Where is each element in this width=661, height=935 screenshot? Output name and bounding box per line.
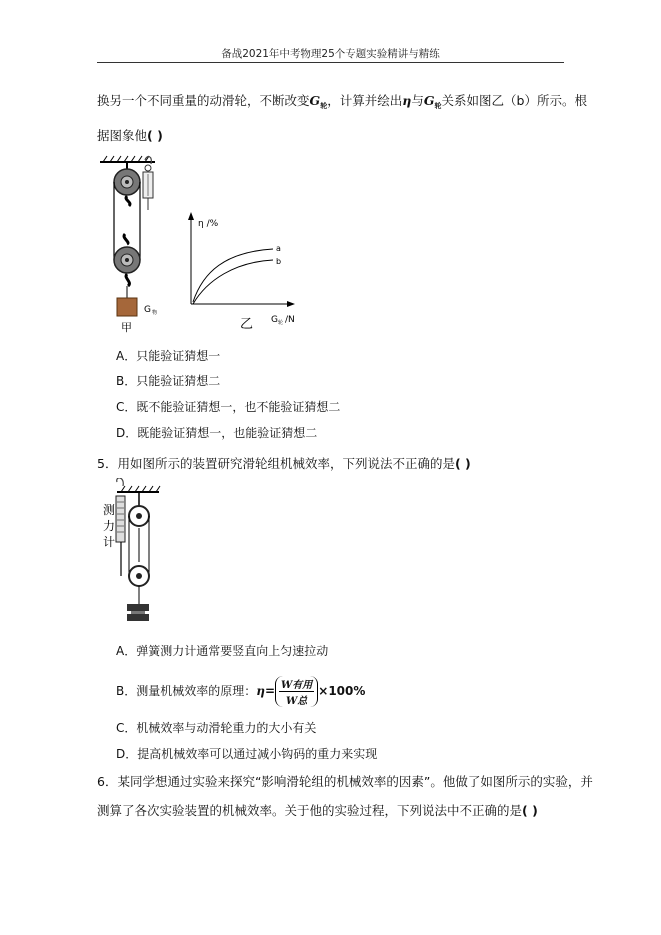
weight-label: G bbox=[144, 305, 151, 315]
intro-text-a: 换另一个不同重量的动滑轮，不断改变 bbox=[97, 93, 310, 108]
x-axis-unit: /N bbox=[285, 315, 295, 325]
fig2-label-2: 力 bbox=[103, 519, 116, 533]
page-header: 备战2021年中考物理25个专题实验精讲与精练 bbox=[221, 48, 440, 60]
q5-stem bbox=[97, 454, 471, 472]
x-axis-subscript: 轮 bbox=[278, 320, 284, 326]
intro-text-line2: 据图象他 bbox=[97, 128, 148, 143]
weight-subscript: 物 bbox=[152, 310, 158, 316]
y-axis-label: η /% bbox=[198, 219, 219, 229]
formula-suffix: ×100% bbox=[318, 684, 366, 698]
fig2-label-1: 测 bbox=[103, 503, 116, 517]
pulley-apparatus-q5 bbox=[103, 478, 160, 621]
q4-option-a: A．只能验证猜想一 bbox=[116, 349, 221, 363]
formula-equals: = bbox=[264, 684, 276, 698]
formula-eta: η bbox=[256, 684, 265, 698]
intro-text-d: 关系如图乙（b）所示。根 bbox=[441, 93, 587, 108]
formula-numerator: W有用 bbox=[279, 676, 314, 692]
graph-yi bbox=[188, 212, 295, 332]
fig2-label-3: 计 bbox=[103, 535, 116, 549]
answer-bracket: ( ) bbox=[147, 128, 163, 143]
intro-line-1 bbox=[97, 91, 587, 111]
q4-option-d: D．既能验证猜想一，也能验证猜想二 bbox=[116, 426, 318, 440]
g-symbol: G bbox=[309, 93, 321, 108]
q4-option-b: B．只能验证猜想二 bbox=[116, 374, 221, 388]
figure-1 bbox=[95, 152, 335, 337]
g-subscript: 轮 bbox=[320, 102, 328, 110]
intro-text-c: 与 bbox=[411, 93, 424, 108]
q5-option-b bbox=[116, 676, 365, 707]
g-symbol-2: G bbox=[423, 93, 435, 108]
curve-b-label: b bbox=[276, 257, 282, 266]
curve-b bbox=[193, 260, 273, 304]
formula-denominator: W总 bbox=[286, 696, 308, 707]
g-subscript-2: 轮 bbox=[434, 102, 442, 110]
label-jia: 甲 bbox=[121, 321, 132, 334]
pulley-apparatus-jia bbox=[100, 156, 157, 334]
q6-line-1: 6．某同学想通过实验来探究“影响滑轮组的机械效率的因素”。他做了如图所示的实验，并 bbox=[97, 774, 593, 789]
intro-line-2 bbox=[97, 126, 163, 144]
q5-option-c: C．机械效率与动滑轮重力的大小有关 bbox=[116, 721, 317, 735]
q5-option-b-prefix: B．测量机械效率的原理： bbox=[116, 684, 257, 698]
formula-fraction bbox=[275, 676, 318, 707]
q5-option-d: D．提高机械效率可以通过减小钩码的重力来实现 bbox=[116, 747, 378, 761]
curve-a bbox=[193, 249, 273, 302]
q5-bracket: ( ) bbox=[454, 456, 471, 471]
eta-symbol: η bbox=[402, 93, 412, 108]
q6-line-2-text: 测算了各次实验装置的机械效率。关于他的实验过程，下列说法中不正确的是 bbox=[97, 803, 523, 818]
label-yi: 乙 bbox=[240, 317, 254, 332]
figure-2 bbox=[97, 478, 177, 633]
x-axis-label: G bbox=[271, 315, 278, 325]
q5-stem-text: 5．用如图所示的装置研究滑轮组机械效率，下列说法不正确的是 bbox=[97, 456, 455, 471]
q6-bracket: ( ) bbox=[522, 803, 538, 818]
q5-option-a: A．弹簧测力计通常要竖直向上匀速拉动 bbox=[116, 644, 329, 658]
header-rule bbox=[97, 62, 564, 63]
q4-option-c: C．既不能验证猜想一，也不能验证猜想二 bbox=[116, 400, 341, 414]
intro-text-b: ，计算并绘出 bbox=[327, 93, 403, 108]
q6-line-2 bbox=[97, 801, 538, 819]
curve-a-label: a bbox=[276, 244, 281, 253]
